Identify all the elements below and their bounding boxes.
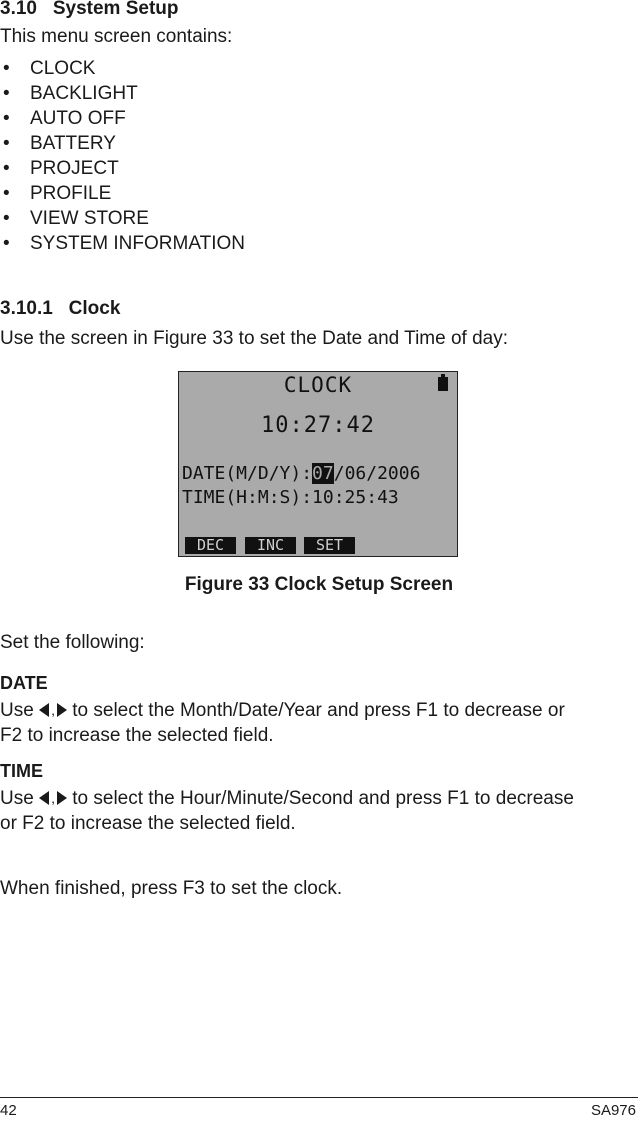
subsection-intro: Use the screen in Figure 33 to set the Date and Time of day: <box>0 328 508 349</box>
subsection-title: Clock <box>68 298 121 319</box>
battery-icon <box>438 377 448 391</box>
time-instruction-line1 <box>0 786 574 811</box>
time-instruction-line2: or F2 to increase the selected field. <box>0 813 296 834</box>
section-intro: This menu screen contains: <box>0 26 233 47</box>
date-heading: DATE <box>0 673 48 693</box>
figure-caption: Figure 33 Clock Setup Screen <box>184 574 454 595</box>
lcd-date-month-selected: 07 <box>312 463 334 484</box>
list-item: • PROJECT <box>0 156 245 181</box>
finish-instruction: When finished, press F3 to set the clock. <box>0 878 343 899</box>
left-arrow-icon <box>39 703 49 717</box>
section-title: System Setup <box>52 0 179 19</box>
lcd-date-label: DATE(M/D/Y): <box>182 463 313 484</box>
lcd-current-time: 10:27:42 <box>261 413 375 438</box>
lcd-date-rest: /06/2006 <box>333 463 421 484</box>
document-id: SA976 <box>590 1102 636 1119</box>
subsection-heading <box>0 298 120 320</box>
lcd-date-row <box>182 463 420 484</box>
list-item: • PROFILE <box>0 181 245 206</box>
list-item: • AUTO OFF <box>0 106 245 131</box>
date-instruction-line1 <box>0 698 565 723</box>
f1-dec-softkey: DEC <box>185 537 236 554</box>
list-item: • SYSTEM INFORMATION <box>0 231 245 256</box>
page-number: 42 <box>0 1102 17 1119</box>
f2-inc-softkey: INC <box>245 537 296 554</box>
right-arrow-icon <box>57 703 67 717</box>
list-item: • VIEW STORE <box>0 206 245 231</box>
lcd-time-row: TIME(H:M:S):10:25:43 <box>182 487 399 508</box>
set-following-text: Set the following: <box>0 632 145 653</box>
f3-set-softkey: SET <box>304 537 355 554</box>
time-line1-prefix: Use <box>0 788 34 809</box>
date-line1-prefix: Use <box>0 700 34 721</box>
date-line1-text: to select the Month/Date/Year and press F1 to decrease or <box>72 700 565 721</box>
menu-item-list <box>0 56 245 256</box>
list-item: • CLOCK <box>0 56 245 81</box>
list-item: • BATTERY <box>0 131 245 156</box>
time-heading: TIME <box>0 761 43 781</box>
time-line1-text: to select the Hour/Minute/Second and press F1 to decrease <box>72 788 574 809</box>
right-arrow-icon <box>57 791 67 805</box>
date-instruction-line2: F2 to increase the selected field. <box>0 725 274 746</box>
lcd-title: CLOCK <box>283 373 353 397</box>
section-number: 3.10 <box>0 0 37 19</box>
subsection-number: 3.10.1 <box>0 298 53 319</box>
list-item: • BACKLIGHT <box>0 81 245 106</box>
arrow-separator: , <box>51 790 55 806</box>
footer-divider <box>0 1097 638 1098</box>
section-heading <box>0 0 178 20</box>
arrow-separator: , <box>51 702 55 718</box>
clock-setup-screen <box>178 371 458 557</box>
left-arrow-icon <box>39 791 49 805</box>
